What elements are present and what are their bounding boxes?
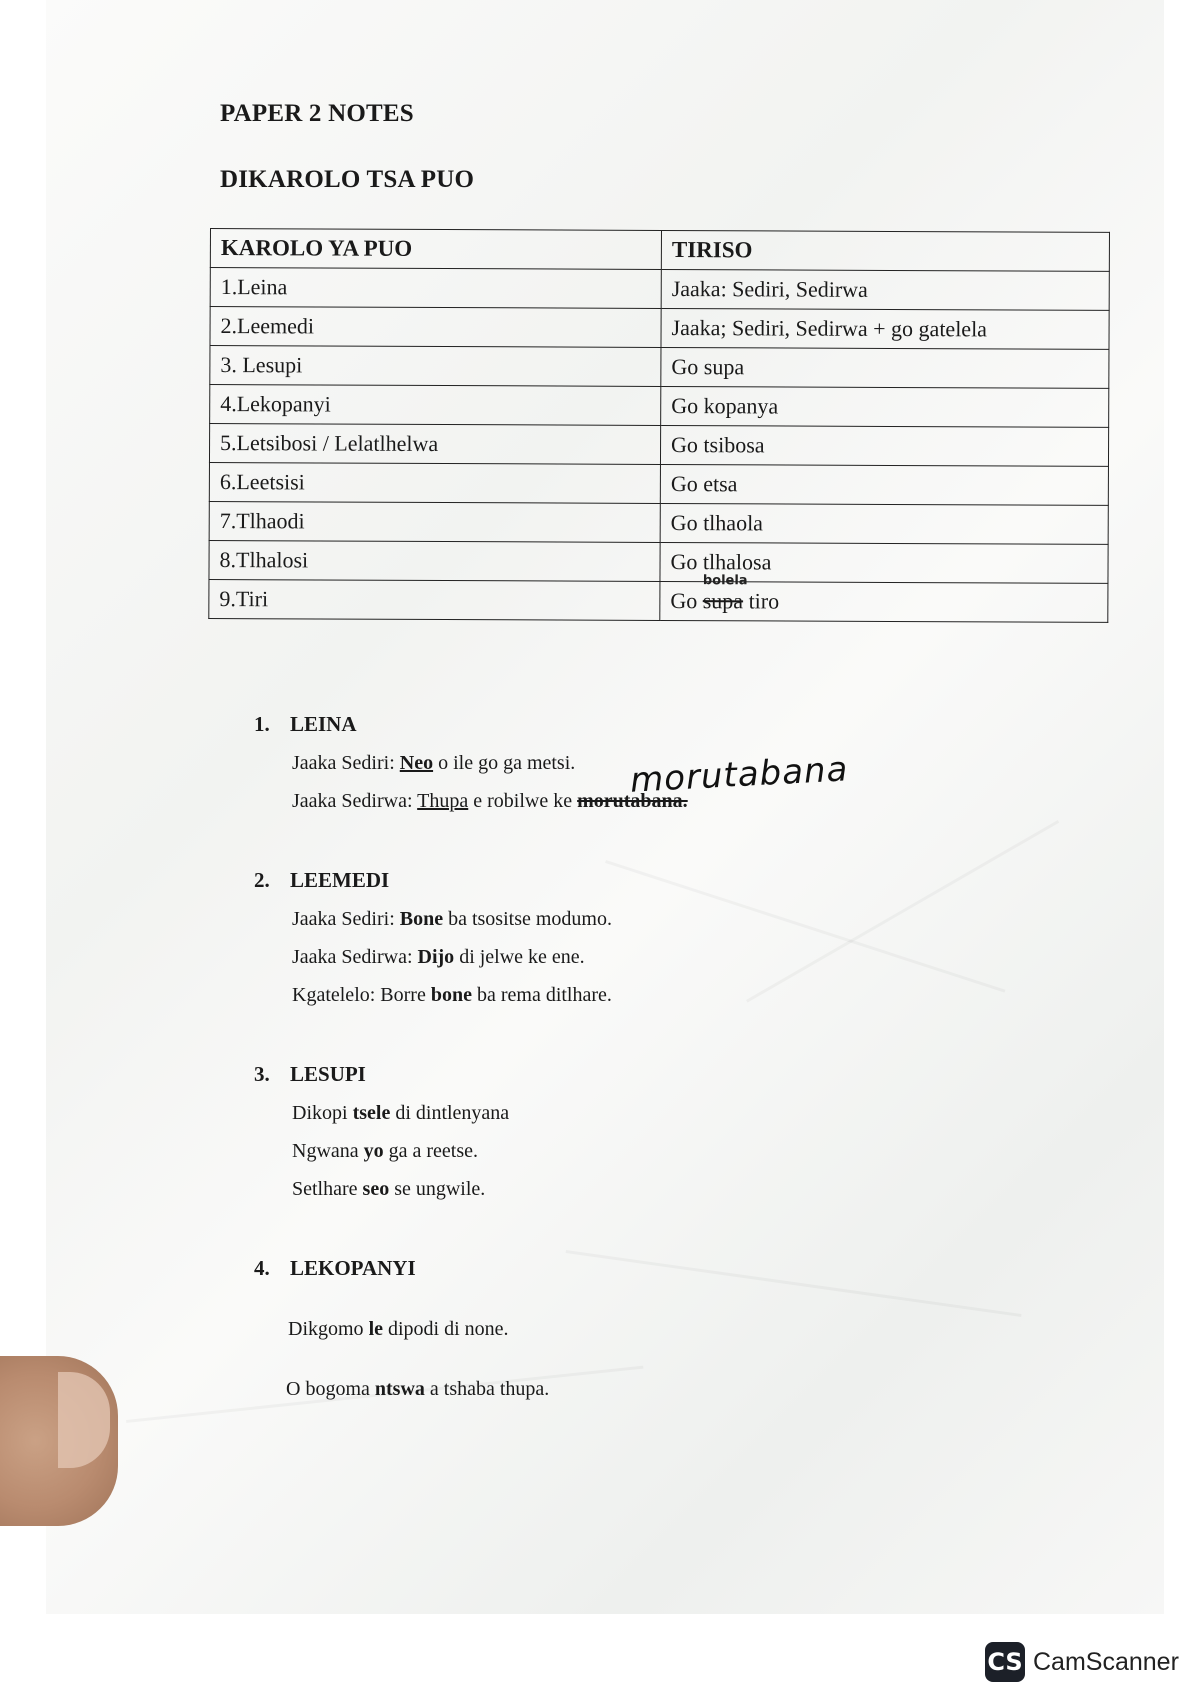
table-cell: 6.Leetsisi [209, 462, 660, 503]
example-rest: a tshaba thupa. [424, 1378, 550, 1400]
table-cell: 8.Tlhalosi [209, 540, 660, 581]
key-word: seo [362, 1178, 390, 1200]
example-label: Dikgomo [288, 1318, 369, 1340]
table-cell: 4.Lekopanyi [210, 385, 661, 426]
example-rest: ba tsositse modumo. [443, 908, 612, 930]
example-line [292, 790, 688, 813]
table-cell: Go tsibosa [660, 425, 1108, 466]
table-cell: Go kopanya [661, 386, 1109, 427]
example-rest: ba rema ditlhare. [471, 984, 612, 1006]
handwritten-note: morutabana [629, 749, 850, 801]
struck-word: supa [702, 588, 744, 614]
table-cell: 2.Leemedi [210, 307, 661, 348]
header-tiriso: TIRISO [661, 230, 1109, 271]
example-label: Ngwana [292, 1140, 364, 1162]
cell-suffix: tiro [748, 588, 780, 614]
example-line [292, 1102, 509, 1125]
table-cell: Jaaka: Sediri, Sedirwa [661, 269, 1109, 310]
example-line [286, 1378, 549, 1401]
example-rest: dipodi di none. [383, 1318, 509, 1340]
section-number: 2. [254, 868, 270, 892]
key-word: Dijo [417, 946, 455, 968]
example-rest: di jelwe ke ene. [454, 946, 585, 968]
table-cell: 5.Letsibosi / Lelatlhelwa [209, 424, 660, 465]
section-title: LEEMEDI [290, 868, 390, 892]
example-line [292, 1178, 485, 1201]
table-cell: 7.Tlhaodi [209, 501, 660, 542]
table-row [210, 268, 1109, 311]
example-rest: di dintlenyana [390, 1102, 510, 1124]
table-row [209, 501, 1108, 544]
example-label: O bogoma [286, 1378, 375, 1400]
table-cell-edited [660, 573, 1108, 622]
key-word: yo [363, 1140, 384, 1162]
table-cell: 1.Leina [210, 268, 661, 309]
key-word: Neo [399, 752, 434, 774]
table-cell: Jaaka; Sediri, Sedirwa + go gatelela [661, 308, 1109, 349]
table-cell: 9.Tiri [209, 579, 660, 620]
section-title: LEKOPANYI [290, 1256, 416, 1280]
example-line [292, 752, 575, 775]
key-word: Thupa [417, 790, 469, 812]
key-word: bone [430, 984, 472, 1006]
header-karolo: KAROLO YA PUO [210, 229, 661, 270]
paper-crease [605, 860, 1005, 993]
key-word: tsele [352, 1102, 391, 1124]
page-subtitle: DIKAROLO TSA PUO [220, 166, 475, 193]
edit-group [702, 573, 749, 614]
example-rest: e robilwe ke [468, 790, 578, 812]
section-number: 1. [254, 712, 270, 736]
key-word: le [368, 1318, 383, 1340]
table-cell: Go supa [661, 347, 1109, 388]
table-cell: Go tlhalosa [660, 542, 1108, 583]
table-cell: Go tlhaola [660, 503, 1108, 544]
struck-word: morutabana. [577, 790, 688, 812]
example-line [292, 984, 612, 1007]
example-rest: ga a reetse. [383, 1140, 479, 1162]
section-heading-lekopanyi [254, 1256, 416, 1281]
example-line [288, 1318, 509, 1341]
example-label: Jaaka Sedirwa: [292, 790, 418, 812]
parts-of-speech-table [208, 228, 1110, 623]
table-cell: 3. Lesupi [210, 346, 661, 387]
section-heading-lesupi [254, 1062, 366, 1087]
table-row [210, 346, 1109, 389]
section-number: 4. [254, 1256, 270, 1280]
section-heading-leemedi [254, 868, 389, 893]
table-row [210, 307, 1109, 350]
page-title: PAPER 2 NOTES [220, 100, 414, 127]
example-label: Jaaka Sediri: [292, 908, 400, 930]
section-heading-leina [254, 712, 357, 737]
key-word: ntswa [374, 1378, 425, 1400]
example-label: Setlhare [292, 1178, 363, 1200]
section-number: 3. [254, 1062, 270, 1086]
example-rest: o ile go ga metsi. [433, 752, 576, 774]
handwritten-correction: bolela [702, 573, 748, 589]
example-rest: se ungwile. [389, 1178, 486, 1200]
example-label: Dikopi [292, 1102, 353, 1124]
table-row [210, 385, 1109, 428]
table-row [209, 579, 1108, 622]
table-header-row [210, 229, 1109, 272]
camscanner-watermark: CamScanner [1033, 1648, 1179, 1676]
example-label: Kgatelelo: Borre [292, 984, 431, 1006]
key-word: Bone [399, 908, 444, 930]
example-label: Jaaka Sedirwa: [292, 946, 418, 968]
example-line [292, 908, 612, 931]
example-line [292, 946, 585, 969]
table-row [209, 462, 1108, 505]
table-row [209, 424, 1108, 467]
section-title: LEINA [290, 712, 357, 736]
camscanner-logo-icon: CS [985, 1642, 1025, 1682]
cell-prefix: Go [670, 588, 698, 614]
paper-crease [566, 1250, 1022, 1317]
table-cell: Go etsa [660, 464, 1108, 505]
section-title: LESUPI [290, 1062, 366, 1086]
table-row [209, 540, 1108, 583]
paper-crease [746, 820, 1059, 1003]
example-label: Jaaka Sediri: [292, 752, 400, 774]
example-line [292, 1140, 478, 1163]
